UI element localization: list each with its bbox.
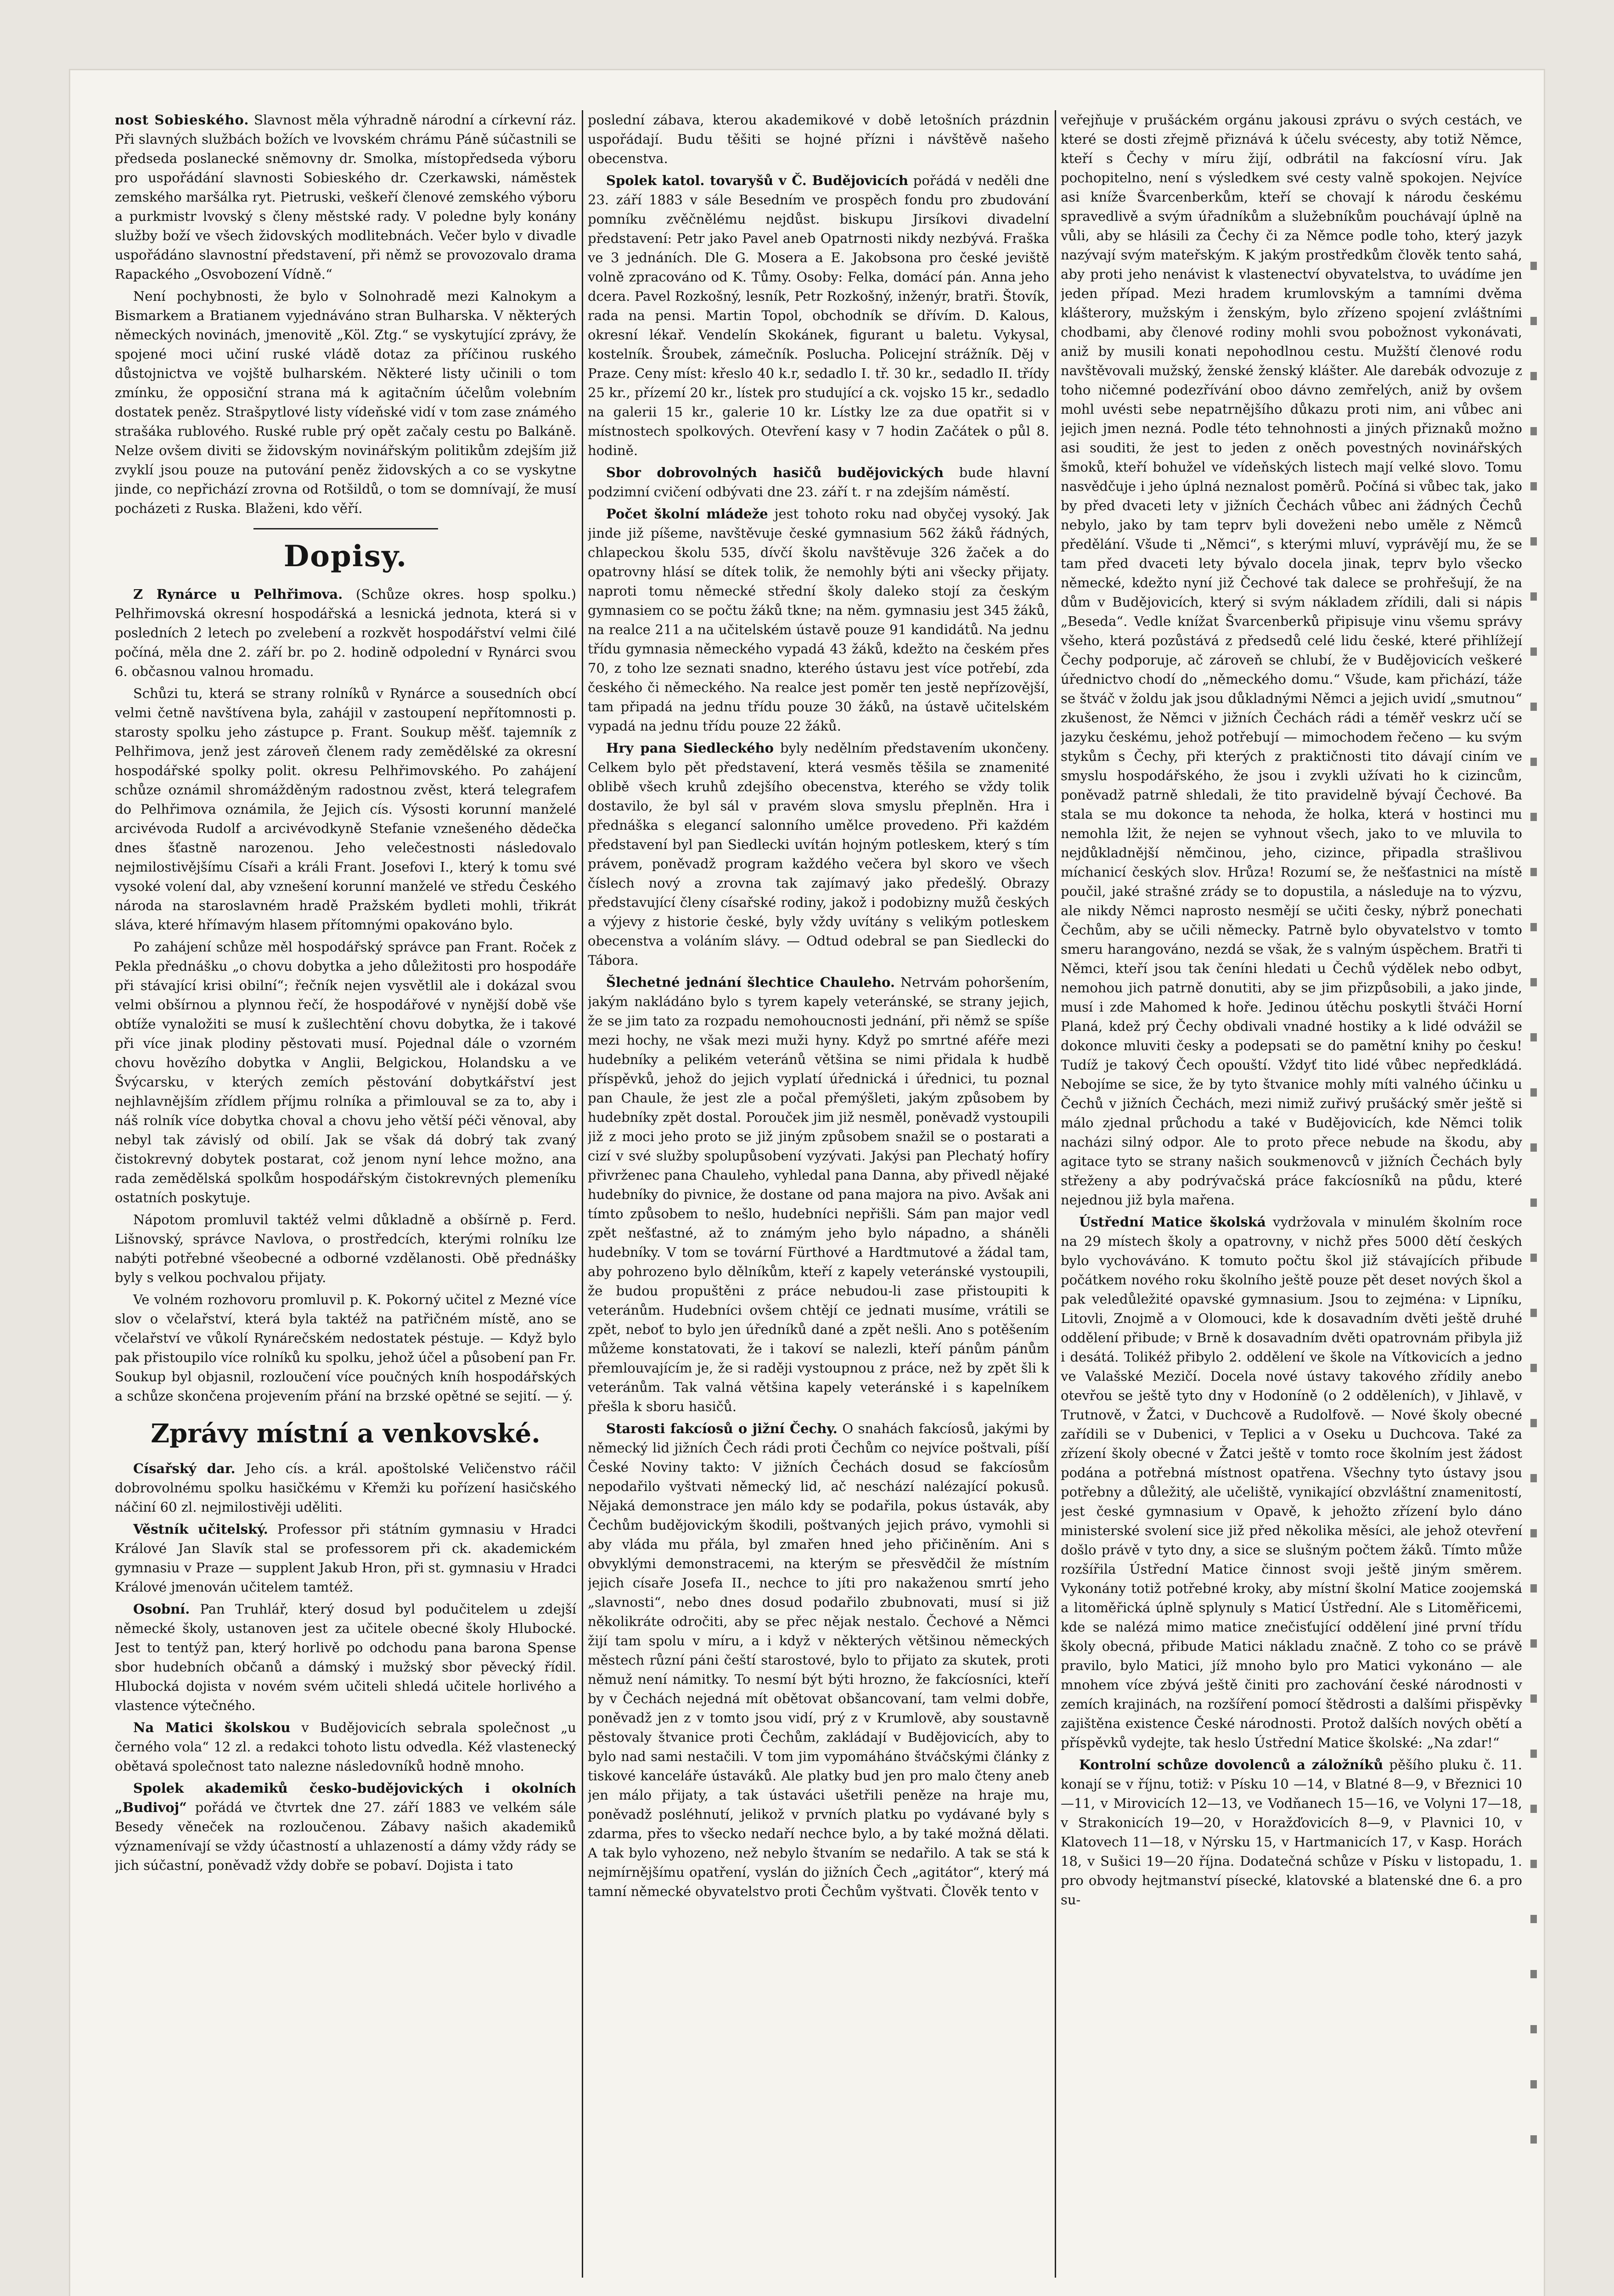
column-3 xyxy=(1061,110,1522,2278)
paragraph-cisarsky-dar: Císařský dar. Jeho cís. a král. apoštolské Veličenstvo ráčil dobrovolnému spolku hasičkému v Křemži ku pořízení hasičského náčiní 60 zl. nejmilostivěji uděliti. xyxy=(115,1461,576,1515)
paragraph-fakciosi: Starosti fakcíosů o jižní Čechy. O snahách fakcíosů, jakými by německý lid jižních Čech rádi proti Čechům co nejvíce poštvali, píší České Noviny takto: V jižních Čechách dosud se fakcíosům nepodařilo vyštvati německý lid, ač neschází nalézající pokusů. Nějaká demonstrace jen málo kdy se podařila, pokus ústavák, aby Čechům budějovickým škodili, poštvaných jejich právo, vymohli si aby vláda mu přála, byl zmařen hned jeho přičiněním. Ani s obvyklými demonstracemi, na kterým se přesvědčil že místním jejich císaře Josefa II., nechce to jíti pro nakaženou smrtí jeho „slavnosti“, nebo dnes dosud podařilo zbubnovati, musí si již několikráte odročiti, aby se přec nějak nestalo. Čechové a Němci žijí tam spolu v míru, a i když v některých většinou německých městech různí páni čeští starostové, bylo to přijato za skutek, proti němuž není námitky. To nesmí být býti hrozno, že fakcíosníci, kteří by v Čechách nejedná mít obětovat obšancovaní, tam velmi dobře, poněvadž jen z v tomto jsou vidí, prý z v Krumlově, aby soustavně pěstovaly štvanice proti Čechům, zakládají v Budějovicích, aby to bylo nad sami nestačili. V tom jim vypomáháno štváčskými články z tiskové kanceláře ústaváků. Ale platky bud jen pro malo čteny aneb jen málo přijaty, a tak ústaváci ušetřili peněze na hraje mu, poněvadž posléhnutí, jelikož v prvních platku po vydávané byly s zdarma, přes to všecko nedaří nechce bylo, a by také možná dělati. A tak bylo vyhozeno, než nebylo štvaním se nedařilo. A tak se stá k nejmírnějšímu opatření, vyslán do jižních Čech „agitátor“, který má tamní německé obyvatelstvo proti Čechům vyštvati. Člověk tento v xyxy=(588,1421,1049,1899)
paragraph-prednaska: Po zahájení schůze měl hospodářský správce pan Frant. Roček z Pekla přednášku „o chovu dobytka a jeho důležitosti pro hospodáře při stávající krisi obilní“; řečník nejen vysvětlil ale i dokázal svou velmi obšírnou a plynnou řečí, že hospodářové v nynější době vše obtíže vynaložiti se musí k zušlechtění chovu dobytka, že i takové při více jinak plodiny pěstovati musí. Pojednal dále o vzorném chovu hovězího dobytka v Anglii, Belgickou, Holandsku a ve Švýcarsku, v kterých zemích pěstování dobytkářství jest nejhlavnějším zřídlem příjmu rolníka a přimlouval se za to, aby i náš rolník více dobytka choval a chovu jeho větší péči věnoval, aby nebyl tak závislý od obilí. Jak se však dá dobrý tak zvaný čistokrevný dobytek postarat, což jenom nyní lehce možno, ana rada zemědělská spolkům hospodářským čistokrevných plemeníku ostatních poskytuje. xyxy=(115,939,576,1205)
paragraph-agitator: veřejňuje v prušáckém orgánu jakousi zprávu o svých cestách, ve které se dosti zřejmě přiznává k účelu svécesty, aby totiž Němce, kteří s Čechy v míru žijí, odbrátil na fakcíosní víru. Jak pochopitelno, není s výsledkem své cesty valně spokojen. Nejvíce asi kníže Švarcenberkům, kteří se chovají k národu českému spravedlivě a svým úřadníkům a služebníkům pouchávají úplně na vůli, aby se hlásili za Čechy či za Němce podle toho, který jazyk nazývají svým mateřským. K jakým prostředkům člověk tento sahá, aby proti jeho nenávist k vlastenectví obyvatelstva, to uvádíme jen jeden případ. Mezi hradem krumlovským a tamními dvěma klášterory, mužským i ženským, bylo zřízeno spojení zvláštními chodbami, aby členové rodiny mohli svou pobožnost vykonávati, aniž by musili konati nepohodlnou cestu. Mužští členové rodu navštěvovali mužský, ženské ženský klášter. Ale darebák odvozuje z toho ničemné podezřívání oboo dávno zemřelých, aniž by ovšem mohl uvésti sebe nepatrnějšího důkazu proti nim, ani vůbec ani jejich jmen nezná. Podle této tehnohnosti a jiných přiznaků možno asi souditi, že jest to jeden z oněch povestných novinářských šmoků, kteří bohužel ve vídeňských listech mají velké slovo. Tomu nasvědčuje i jeho úplná neznalost poměrů. Počíná si vůbec tak, jako by před dvaceti lety v jižních Čechách vůbec ani žádných Čechů nebylo, jako by tam teprv byli doveženi nebo uměle z Němců předělání. Všude ti „Němci“, s kterými mluví, vyprávějí mu, že se tam před dvaceti lety bývalo docela jinak, teprv bylo všecko německé, kdežto nyní již Čechové tak dalece se prohřešují, že na dům v Budějovicích, který si svým nákladem zřídili, dali si nápis „Beseda“. Vedle knížat Švarcenberků připisuje vinu všemu správy všeho, která pozůstává z předsedů celé lidu české, které přihlížejí Čechy podporuje, ač zároveň se chlubí, že v Budějovicích veškeré úřednictvo chodí do „německého domu.“ Všude, kam přichází, táže se štváč v žoldu jak jsou důkladnými Němci a jejich uvidí „smutnou“ zkušenost, že Němci v jižních Čechách rádi a téměř veskrz učí se jazyku českému, jehož potřebují — mimochodem řečeno — ku svým stykům s Čechy, při kterých z praktičnosti tito dávají ciním ve smyslu hospodářského, že jsou i zvykli užívati ho k cizincům, poněvadž patrně shledali, že tito pravidelně bývají Čechové. Ba stala se mu dokonce ta nehoda, že holka, která v hostinci mu nemohla lžit, že nejen se vyhnout všech, jako to ve mluvila to nejdůkladnější němčinou, jeho, cizince, připadla strašlivou míchanicí českých slov. Hrůza! Rozumí se, že nešťastnici na místě poučil, jaké strašné zrády se to dopustila, a následuje na to výzvu, ale nikdy Němci naprosto nesmějí se učiti česky, nýbrž ponechati Čechům, aby se učili německy. Patrně bylo obyvatelstvo v tomto smeru harangováno, nezdá se však, že s valným úspěchem. Bratři ti Němci, kteří jsou tak čeníni hledati u Čechů výdělek nebo odbyt, nemohou jich patrně donutiti, aby se jim přizpůsobili, a jako jinde, musí i zde Mahomed k hoře. Jedinou útěchu poskytli štváči Horní Planá, kdež prý Čechy obdivali vnadné hostiky a k lidé odvážil se dokonce mluviti česky a podepsati se do pamětní knihy po česku! Tudíž je takový Čech opouští. Vždyť tito lidé vůbec nepředkládá. Nebojíme se sice, že by tyto štvanice mohly míti valného účinku u Čechů v jižních Čechách, mezi nimiž zuřivý prušácký směr ještě si málo zjednal průchodu a také v Budějovicích, kde Němci tolik nacházi silný odpor. Ale to proto přece nebude na škodu, aby agitace tyto se strany našich soukmenovců v jižních Čechách byly střeženy a aby podrývačská práce fakcíosníků na půdu, které nejednou již byla mařena. xyxy=(1061,112,1522,1208)
newspaper-page xyxy=(69,69,1545,2296)
paragraph-vestnik: Věstník učitelský. Professor při státním gymnasiu v Hradci Králové Jan Slavík stal se professorem při ck. akademickém gymnasiu v Praze — supplent Jakub Hron, při st. gymnasiu v Hradci Králové jmenován učitelem tamtéž. xyxy=(115,1521,576,1595)
column-2 xyxy=(588,110,1049,2278)
paragraph-ustredni-matice: Ústřední Matice školská vydržovala v minulém školním roce na 29 místech školy a opatrovny, v nichž přes 5000 dětí českých bylo vychováváno. K tomuto počtu škol již stávajících přibude počátkem nového roku školního ještě pouze pět deset nových škol a pak veledůležité opavské gymnasium. Jsou to zejména: v Lipníku, Litovli, Znojmě a v Olomouci, kde k dosavadním dvěti ještě druhé oddělení přibude; v Brně k dosavadním dvěti opatrovnám přibyla již i desátá. Tolikéž přibylo 2. oddělení ve škole na Vítkovicích a jedno ve Valašské Mezičí. Docela nové ústavy takového zřídily anebo otevřou se ještě tyto dny v Hodoníně (o 2 odděleních), v Jihlavě, v Trutnově, v Žatci, v Duchcově a Rudolfově. — Nové školy obecné zařídili se v Dubenici, v Teplici a v Oseku u Duchcova. Také za zřízení školy obecné v Žatci ještě v tomto roce školním jest žádost podána a potřebná místnost opatřena. Všechny tyto ústavy jsou potřebny a důležitý, ale učeliště, vynikající obzvláštní znamenitostí, jest české gymnasium v Opavě, k jehožto zřízení bylo dáno ministerské svolení sice již před několika měsíci, ale jehož otevření došlo právě v tyto dny, a sice se slušným počtem žáků. Tímto může rozšířila Ústřední Matice činnost svoji ještě jiným směrem. Vykonány totiž potřebné kroky, aby místní školní Matice zoojemská a litoměřická úplně splynuly s Maticí Ústřední. Ale s Litoměřicemi, kde se nalézá mimo matice znečisťující oddělení jiné první třídu školy obecná, přibude Matici nákladu značně. Z toho co se právě pravilo, bylo Matici, jíž mnoho bylo pro Matici vykonáno — ale mnohem více zbývá ještě činiti pro zachování české národnosti v zemích krajinách, na rozšíření pomocí štědrosti a dalšími přispěvky zajištěna existence České národnosti. Protož dalších nových obětí a příspěvků vydejte, tak heslo Ústřední Matice školské: „Na zdar!“ xyxy=(1061,1214,1522,1750)
paragraph-zabava: poslední zábava, kterou akademikové v době letošních prázdnin uspořádají. Budu těšiti se hojné přízni i návštěvě našeho obecenstva. xyxy=(588,112,1049,166)
paragraph-chaule: Šlechetné jednání šlechtice Chauleho. Netrvám pohoršením, jakým nakládáno bylo s tyrem kapely veteránské, se strany jejich, že se jim tato za rozpadu nemohoucnosti jednání, při němž se spíše mezi hochy, ne však mezi muži hyny. Když po smrtné aféře mezi hudebníky a pelikém veteránů většina se nimi přidala k hudbě příspěvků, jehož do jejich vyplatí úřednická i úřednici, tu poznal pan Chaule, že jest zle a počal přemýšleti, jakým způsobem by hudebníky zpět dostal. Porouček jim již nesměl, poněvadž vystoupili již z moci jeho proto se již jiným způsobem snažil se o postarati a cizí v své služby spolupůsobení vyzývati. Jakýsi pan Plechatý hofíry přivrženec pana Chauleho, vyhledal pana Danna, aby přivedl nějaké hudebníky do pivnice, že dostane od pana majora na pivo. Avšak ani tímto způsobem to nešlo, hudebníci nepřišli. Sám pan major vedl zpět nešťastné, až to známým jeho bylo nápadno, a sháněli hudebníky. V tom se tovární Fürthové a Hardtmutové a žádal tam, aby pohrozeno bylo dělníkům, kteří z kapely veteránské vystoupili, že budou propuštěni z práce nebudou-li zase přistoupiti k veteránům. Hudebníci ovšem chtějí ce jednati musíme, vrátili se zpět, neboť to bylo jen úředníků dané a zpět nešli. Ano s potěšením můžeme konstatovati, že i takoví se nalezli, kteří pánům pánům přemlouvajícím je, že si raději vystoupnou z práce, než by zpět šli k veteránům. Tak valná většina kapely veteránské i s kapelníkem přešla k sboru hasičů. xyxy=(588,974,1049,1414)
paragraph-siedlecki: Hry pana Siedleckého byly nedělním představením ukončeny. Celkem bylo pět představení, která vesměs těšila se znamenité oblibě všech kruhů zdejšího obecenstva, kterého se vždy tolik dostavilo, že byl sál v pravém slova smyslu přeplněn. Hra i přednáška s elegancí salonního umělce provedeno. Při každém představení byl pan Siedlecki uvítán hojným potleskem, který s tím právem, poněvadž program každého večera byl skoro ve všech číslech nový a zrovna tak zajímavý jako předešlý. Obrazy představující členy císařské rodiny, jakož i podobizny mužů českých a výjevy z historie české, byly vždy uvítány s velikým potleskem obecenstva a voláním slávy. — Odtud odebral se pan Siedlecki do Tábora. xyxy=(588,740,1049,968)
scan-edge-marks xyxy=(1530,262,1537,2190)
paragraph-hasici: Sbor dobrovolných hasičů budějovických bude hlavní podzimní cvičení odbývati dne 23. září t. r na zdejším náměstí. xyxy=(588,465,1049,500)
paragraph-matice: Na Matici školskou v Budějovicích sebrala společnost „u černého vola“ 12 zl. a redakci tohoto listu odvedla. Kéž vlastenecký obětavá společnost tato nalezne následovníků hodně mnoho. xyxy=(115,1720,576,1774)
paragraph-solnohrad: Není pochybnosti, že bylo v Solnohradě mezi Kalnokym a Bismarkem a Bratianem vyjednáváno stran Bulharska. V některých německých novinách, jmenovitě „Köl. Ztg.“ se vyskytující zprávy, že spojené moci učiní ruské vládě dotaz za příčinou ruského důstojnictva ve vojště bulharském. Některé listy učinili o tom zmínku, že opposiční strana má k agitačním účelům volebním dostatek peněz. Strašpytlové listy vídeňské vidí v tom zase známého strašáka rublového. Ruské ruble prý opět začaly cestu po Balkáně. Nelze ovšem diviti se židovským novinářským politikům zdejším již zvyklí jsou pouze na putování peněz židovských a co se vyskytne jinde, co nepřichází zrovna od Rotšildů, o tom se domnívají, že musí pocházeti z Ruska. Blaženi, kdo věří. xyxy=(115,288,576,516)
paragraph-osobni: Osobní. Pan Truhlář, který dosud byl podučitelem u zdejší německé školy, ustanoven jest za učitele obecné školy Hlubocké. Jest to tentýž pan, který horlivě po odchodu pana barona Spense sbor hudebních občanů a dámský i mužský sbor pěvecký řídil. Hlubocká dojista v novém svém učiteli shledá učitele horlivého a vlastence výtečného. xyxy=(115,1601,576,1713)
paragraph-skolni-mladez: Počet školní mládeže jest tohoto roku nad obyčej vysoký. Jak jinde již píšeme, navštěvuje české gymnasium 562 žáků řádných, chlapeckou školu 535, dívčí školu navštěvuje 326 žaček a do opatrovny hlásí se dítek tolik, že nemohly býti ani všecky přijaty. naproti tomu německé střední školy daleko stojí za českým gymnasiem co se počtu žáků tkne; na něm. gymnasiu jest 345 žáků, na realce 211 a na učitelském ústavě pouze 91 kandidátů. Na jednu třídu gymnasia německého vypadá 43 žáků, kdežto na českém přes 70, z toho lze seznati snadno, kterého ústavu jest více potřebí, zda českého či německého. Na realce jest poměr ten jestě nepřízovější, tam připadá na jednu třídu pouze 30 žáků, na ústavě učitelském vypadá na jednu třídu pouze 22 žáků. xyxy=(588,506,1049,734)
column-1 xyxy=(115,110,576,2278)
column-rule-1 xyxy=(582,110,583,2278)
paragraph-schuze: Schůzi tu, která se strany rolníků v Rynárce a sousedních obcí velmi četně navštívena byla, zahájil v zastoupení nepřítomnosti p. starosty spolku jeho zástupce p. Frant. Soukup měšť. tajemník z Pelhřimova, jenž jest zároveň členem rady zemědělské za okresní hospodářské spolky polit. okresu Pelhřimovského. Po zahájení schůze oznámil shromážděným radostnou zvěst, která telegrafem do Pelhřimova oznámila, že Jejich cís. Výsosti korunní manželé arcivévoda Rudolf a arcivévodkyně Stefanie vznešeného dědečka dnes šťastně narozenou. Jeho velečestnosti následovalo nejmilostivějšímu Císaři a králi Frant. Josefovi I., který k tomu své vysoké volení dal, aby vznešení korunní manželé ve středu Českého národa na staroslavném hradě Pražském bydleti mohli, třikrát sláva, které hřímavým hlasem přítomnými opakováno bylo. xyxy=(115,686,576,933)
paragraph-budivoj: Spolek akademiků česko-budějovických i okolních „Budivoj“ pořádá ve čtvrtek dne 27. září 1883 ve velkém sále Besedy věneček na rozloučenou. Zábavy našich akademiků významenívají se vždy účastností a uhlazeností a dámy vždy rády se jich súčastní, poněvadž vždy dobře se pobaví. Dojista i tato xyxy=(115,1780,576,1873)
column-rule-2 xyxy=(1055,110,1056,2278)
section-heading-dopisy: Dopisy. xyxy=(283,539,408,574)
section-heading-zpravy: Zprávy místní a venkovské. xyxy=(151,1418,540,1449)
paragraph-tovarysi: Spolek katol. tovaryšů v Č. Budějovicích pořádá v neděli dne 23. září 1883 v sále Besedním ve prospěch fondu pro zbudování pomníku zvěčnělému nejdůst. biskupu Jirsíkovi divadelní představení: Petr jako Pavel aneb Opatrnosti nikdy nezbývá. Fraška ve 3 jednáních. Dle G. Mosera a E. Jakobsona pro české jeviště volně zpracováno od K. Tůmy. Osoby: Felka, domácí pán. Anna jeho dcera. Pavel Rozkošný, lesník, Petr Rozkošný, inženýr, bratři. Štovík, rada na pensi. Martin Topol, obchodník se dřívím. D. Kalous, okresní lékař. Vendelín Skokánek, figurant u baletu. Vykysal, kostelník. Šroubek, zámečník. Poslucha. Policejní strážník. Děj v Praze. Ceny míst: křeslo 40 k.r, sedadlo I. tř. 30 kr., sedadlo II. třídy 25 kr., přízemí 20 kr., lístek pro studující a ck. vojsko 15 kr., sedadlo na galerii 15 kr., galerie 10 kr. Lístky lze za due opatřit si v místnostech spolkových. Otevření kasy v 7 hodin Začátek o půl 8. hodině. xyxy=(588,173,1049,458)
paragraph-rynarec: Z Rynárce u Pelhřimova. (Schůze okres. hosp spolku.) Pelhřimovská okresní hospodářská a lesnická jednota, která si v posledních 2 letech po zvelebení a rozkvět hospodářství velmi čilé počíná, měla dne 2. září br. po 2. hodině odpolední v Rynárci svou 6. občasnou valnou hromadu. xyxy=(115,586,576,679)
section-separator xyxy=(253,528,438,529)
paragraph-kontrolni-schuze: Kontrolní schůze dovolenců a záložníků pěšího pluku č. 11. konají se v říjnu, totiž: v Písku 10 —14, v Blatné 8—9, v Březnici 10—11, v Mirovicích 12—13, ve Vodňanech 15—16, ve Volyni 17—18, v Strakonicích 19—20, v Horažďovicích 8—9, v Plavnici 10, v Klatovech 11—18, v Nýrsku 15, v Hartmanicích 17, v Kasp. Horách 18, v Sušici 19—20 října. Dodatečná schůze v Písku v listopadu, 1. pro obvody hejtmanství písecké, klatovské a blatenské dne 6. a pro su- xyxy=(1061,1757,1522,1908)
paragraph-sobieski: nost Sobieského. Slavnost měla výhradně národní a církevní ráz. Při slavných službách božích ve lvovském chrámu Páně súčastnili se předseda poslanecké sněmovny dr. Smolka, místopředseda výboru pro uspořádání slavnosti Sobieského dr. Czerkawski, náměstek zemského maršálka ryt. Pietruski, veškeří členové zemského výboru a purkmistr lvovský s členy městské rady. V poledne byly konány služby boží ve všech židovských modlitebnách. Večer bylo v divadle uspořádáno slavnostní představení, při němž se provozovalo drama Rapackého „Osvobození Vídně.“ xyxy=(115,112,576,282)
paragraph-pokorny: Ve volném rozhovoru promluvil p. K. Pokorný učitel z Mezné více slov o včelařství, která byla taktéž na patřičném místě, ano se včelařství ve vůkolí Rynárečském nedostatek péstuje. — Když bylo pak přistoupilo více rolníků ku spolku, jehož účel a působení pan Fr. Soukup byl objasnil, rozloučení více poučných kníh hospodářských a schůze skončena projevením přání na brzské opětné se sejití. — ý. xyxy=(115,1292,576,1404)
paragraph-lisnovsky: Nápotom promluvil taktéž velmi důkladně a obšírně p. Ferd. Lišnovský, správce Navlova, o prostředcích, kterými rolníku lze nabýti potřebné všeobecné a odborné vzdělanosti. Obě přednášky byly s velkou pochvalou přijaty. xyxy=(115,1212,576,1285)
